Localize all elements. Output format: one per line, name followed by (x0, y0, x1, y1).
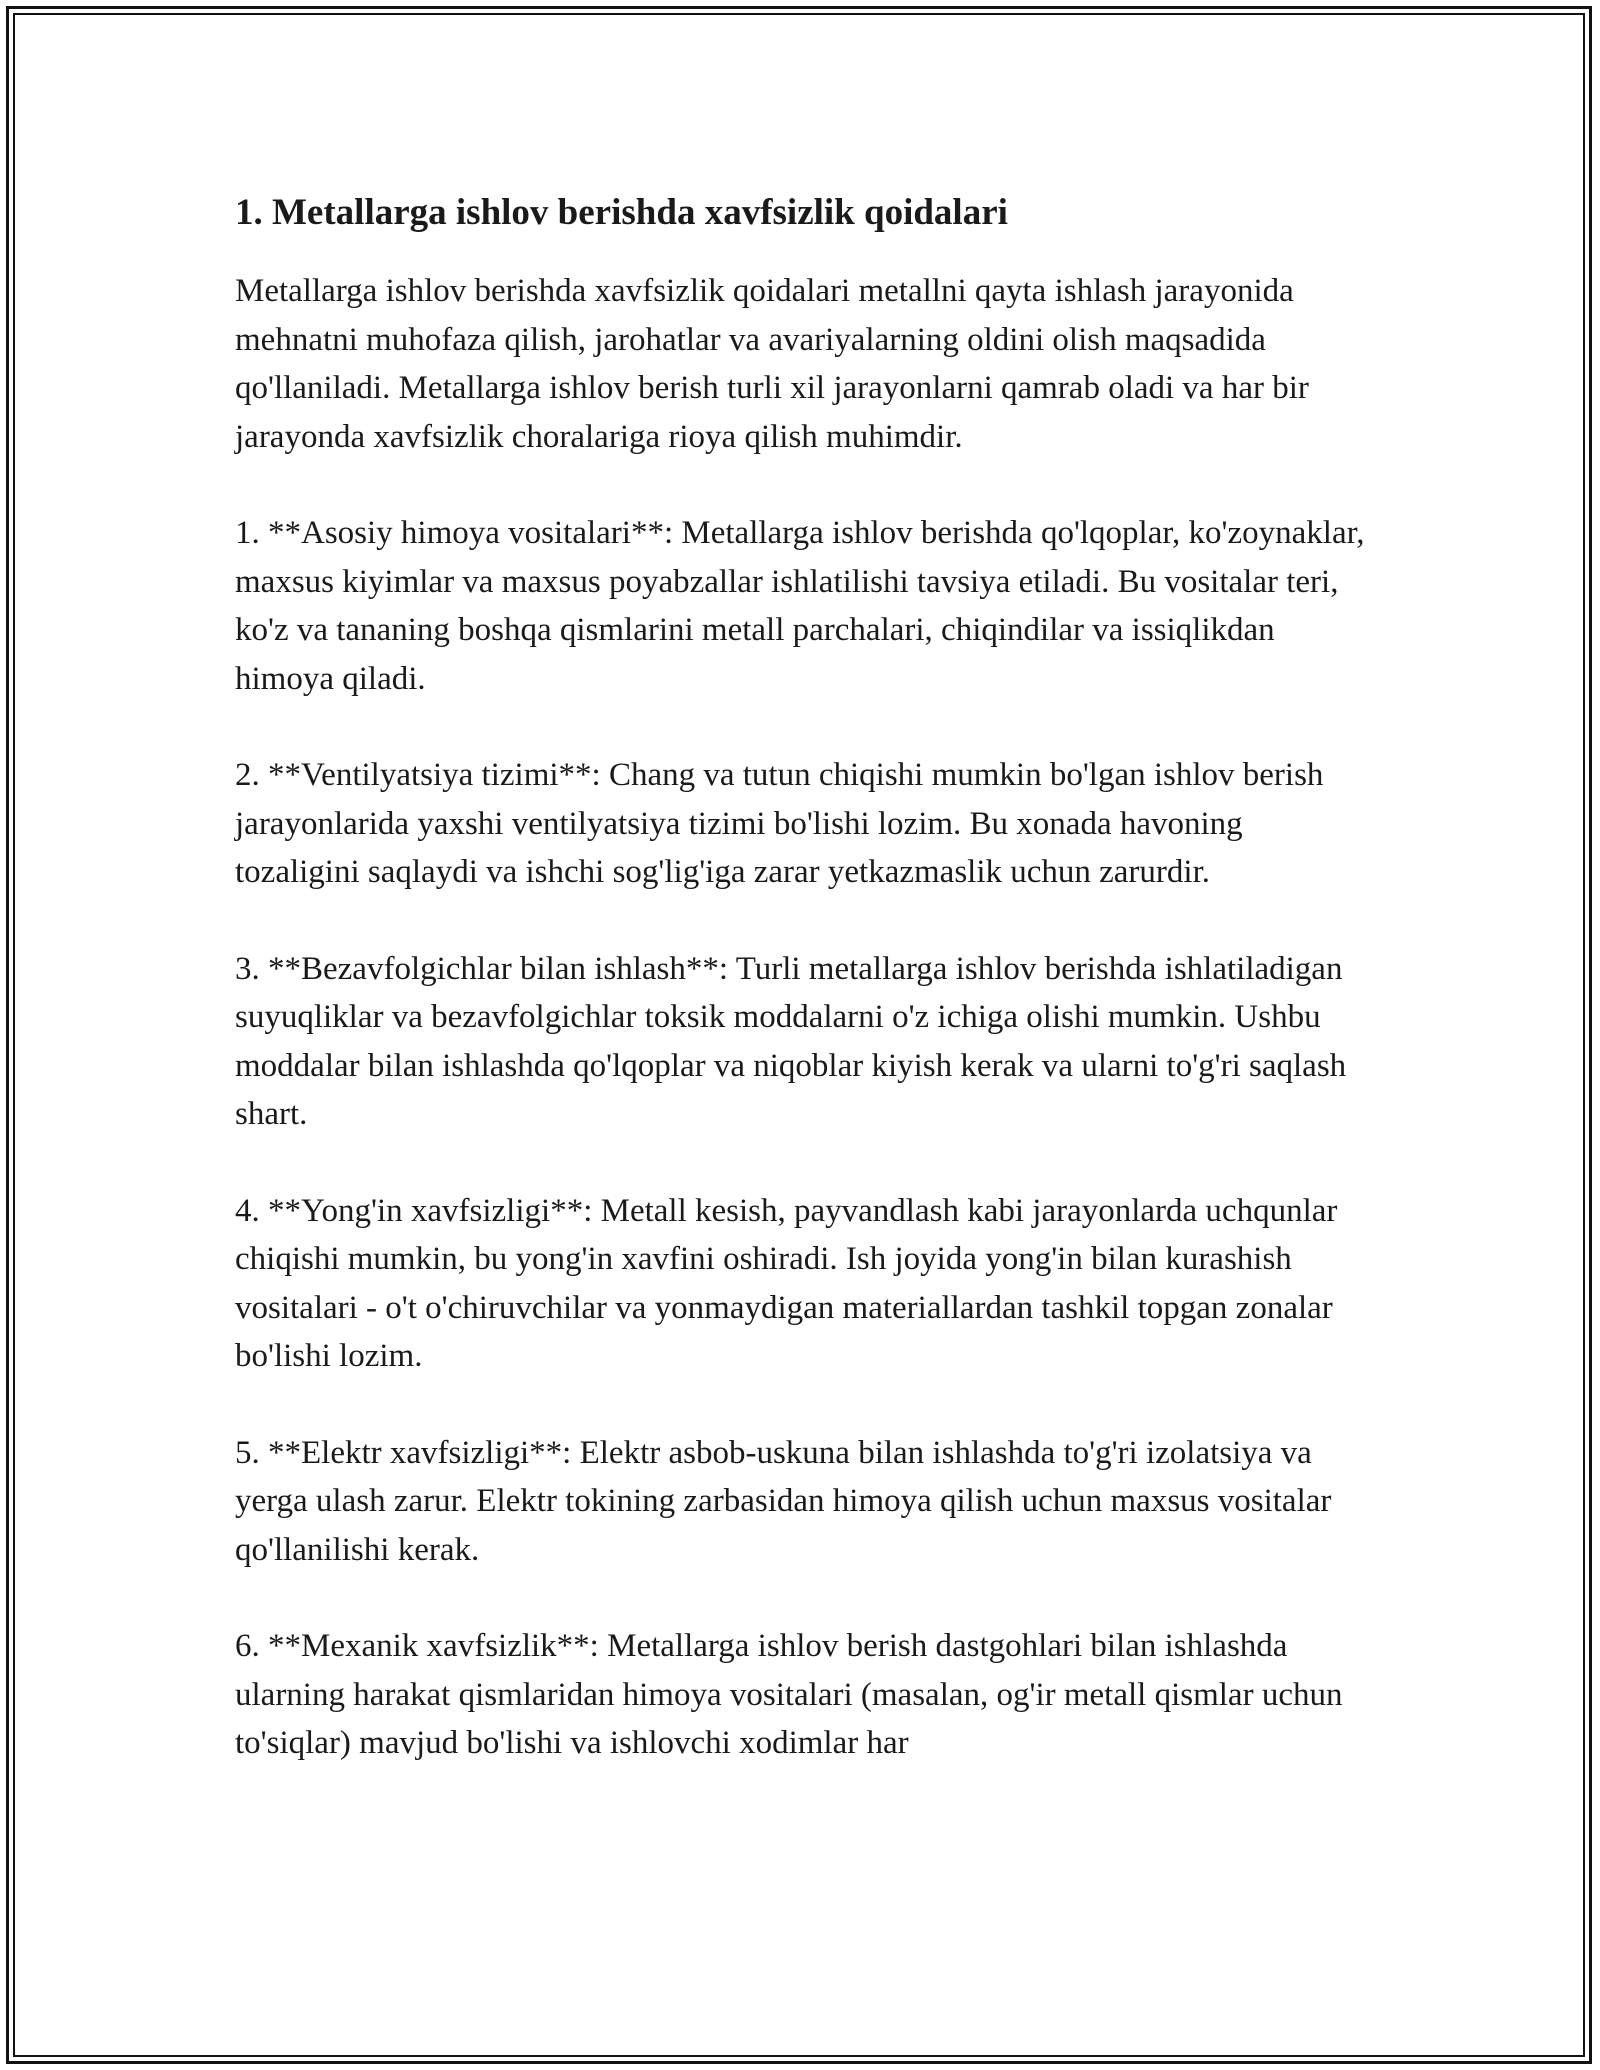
document-body (235, 183, 1365, 1816)
section-4-paragraph: 4. **Yong'in xavfsizligi**: Metall kesish, payvandlash kabi jarayonlarda uchqunlar chiqishi mumkin, bu yong'in xavfini oshiradi. Ish joyida yong'in bilan kurashish vositalari - o't o'chiruvchilar va yonmaydigan materiallardan tashkil topgan zonalar bo'lishi lozim. (235, 1192, 1338, 1374)
section-3-paragraph: 3. **Bezavfolgichlar bilan ishlash**: Turli metallarga ishlov berishda ishlatiladigan suyuqliklar va bezavfolgichlar toksik moddalarni o'z ichiga olishi mumkin. Ushbu moddalar bilan ishlashda qo'lqoplar va niqoblar kiyish kerak va ularni to'g'ri saqlash shart. (235, 950, 1347, 1132)
section-1-paragraph: 1. **Asosiy himoya vositalari**: Metallarga ishlov berishda qo'lqoplar, ko'zoynaklar, maxsus kiyimlar va maxsus poyabzallar ishlatilishi tavsiya etiladi. Bu vositalar teri, ko'z va tananing boshqa qismlarini metall parchalari, chiqindilar va issiqlikdan himoya qiladi. (235, 515, 1365, 697)
section-6-paragraph: 6. **Mexanik xavfsizlik**: Metallarga ishlov berish dastgohlari bilan ishlashda ularning harakat qismlaridan himoya vositalari (masalan, og'ir metall qismlar uchun to'siqlar) mavjud bo'lishi va ishlovchi xodimlar har (235, 1628, 1343, 1761)
document-title: 1. Metallarga ishlov berishda xavfsizlik qoidalari (235, 192, 1008, 233)
section-2-paragraph: 2. **Ventilyatsiya tizimi**: Chang va tutun chiqishi mumkin bo'lgan ishlov berish jarayonlarida yaxshi ventilyatsiya tizimi bo'lishi lozim. Bu xonada havoning tozaligini saqlaydi va ishchi sog'lig'iga zarar yetkazmaslik uchun zarurdir. (235, 757, 1324, 890)
intro-paragraph: Metallarga ishlov berishda xavfsizlik qoidalari metallni qayta ishlash jarayonida mehnatni muhofaza qilish, jarohatlar va avariyalarning oldini olish maqsadida qo'llaniladi. Metallarga ishlov berish turli xil jarayonlarni qamrab oladi va har bir jarayonda xavfsizlik choralariga rioya qilish muhimdir. (235, 273, 1309, 455)
section-5-paragraph: 5. **Elektr xavfsizligi**: Elektr asbob-uskuna bilan ishlashda to'g'ri izolatsiya va yerga ulash zarur. Elektr tokining zarbasidan himoya qilish uchun maxsus vositalar qo'llanilishi kerak. (235, 1434, 1332, 1568)
